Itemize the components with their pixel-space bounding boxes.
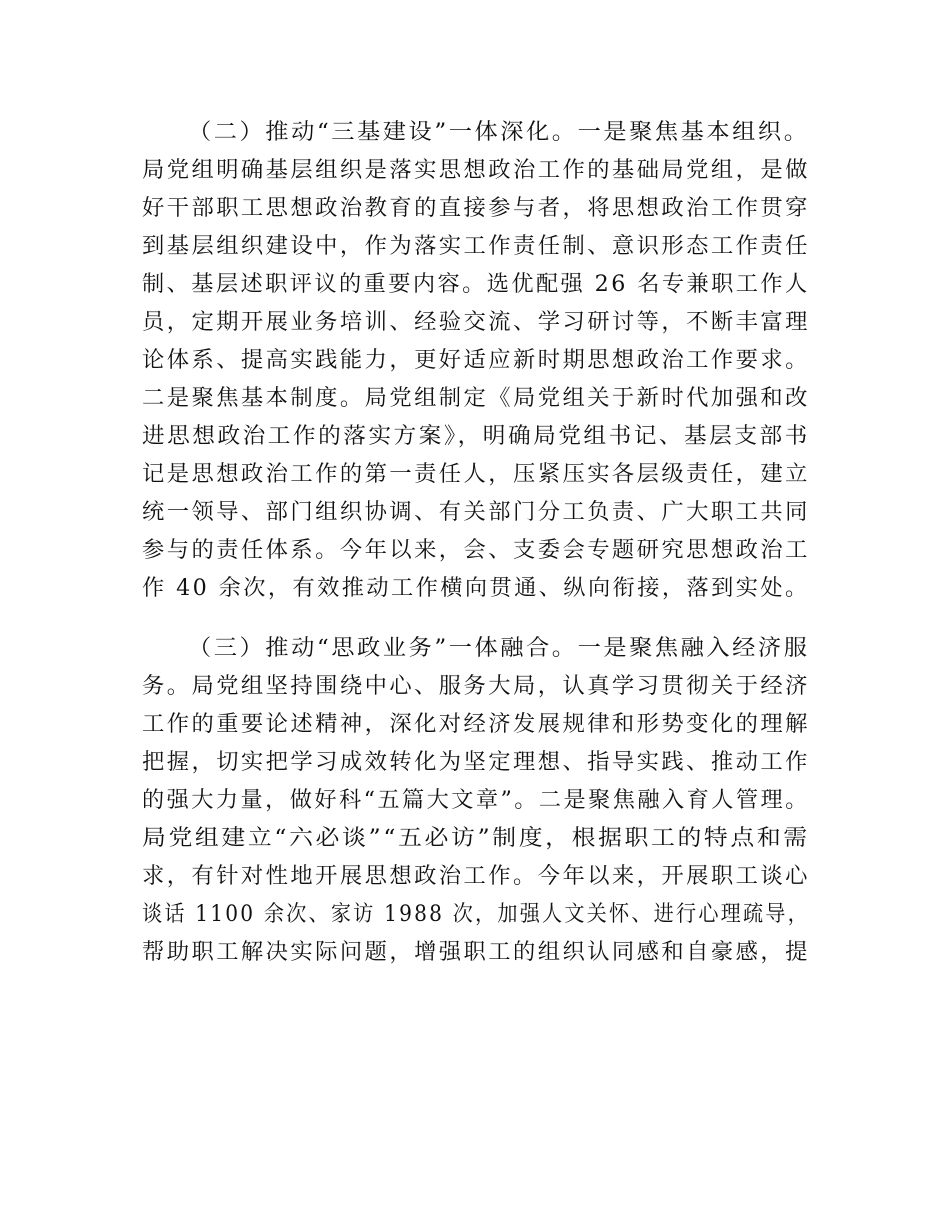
text-line: （二）推动“三基建设”一体深化。一是聚焦基本组织。 — [188, 120, 810, 145]
text-line: 二是聚焦基本制度。局党组制定《局党组关于新时代加强和改 — [142, 386, 810, 411]
text-line: 员，定期开展业务培训、经验交流、学习研讨等，不断丰富理 — [142, 310, 810, 335]
text-line: 工作的重要论述精神，深化对经济发展规律和形势变化的理解 — [142, 712, 810, 737]
text-line: 局党组建立“六必谈”“五必访”制度，根据职工的特点和需 — [142, 826, 810, 851]
text-line: 谈话 1100 余次、家访 1988 次，加强人文关怀、进行心理疏导， — [142, 902, 810, 927]
text-line: 进思想政治工作的落实方案》，明确局党组书记、基层支部书 — [142, 424, 810, 449]
text-line: 帮助职工解决实际问题，增强职工的组织认同感和自豪感，提 — [142, 940, 810, 965]
text-line: 求，有针对性地开展思想政治工作。今年以来，开展职工谈心 — [142, 864, 810, 889]
text-line: （三）推动“思政业务”一体融合。一是聚焦融入经济服 — [188, 636, 810, 661]
text-line: 制、基层述职评议的重要内容。选优配强 26 名专兼职工作人 — [142, 272, 810, 297]
text-line: 的强大力量，做好科“五篇大文章”。二是聚焦融入育人管理。 — [142, 788, 810, 813]
text-line: 好干部职工思想政治教育的直接参与者，将思想政治工作贯穿 — [142, 196, 810, 221]
text-line: 记是思想政治工作的第一责任人，压紧压实各层级责任，建立 — [142, 462, 810, 487]
text-line: 作 40 余次，有效推动工作横向贯通、纵向衔接，落到实处。 — [142, 576, 810, 601]
text-line: 统一领导、部门组织协调、有关部门分工负责、广大职工共同 — [142, 500, 810, 525]
text-line: 务。局党组坚持围绕中心、服务大局，认真学习贯彻关于经济 — [142, 674, 810, 699]
text-line: 局党组明确基层组织是落实思想政治工作的基础局党组，是做 — [142, 158, 810, 183]
text-line: 到基层组织建设中，作为落实工作责任制、意识形态工作责任 — [142, 234, 810, 259]
text-line: 把握，切实把学习成效转化为坚定理想、指导实践、推动工作 — [142, 750, 810, 775]
text-line: 论体系、提高实践能力，更好适应新时期思想政治工作要求。 — [142, 348, 810, 373]
text-line: 参与的责任体系。今年以来，会、支委会专题研究思想政治工 — [142, 538, 810, 563]
